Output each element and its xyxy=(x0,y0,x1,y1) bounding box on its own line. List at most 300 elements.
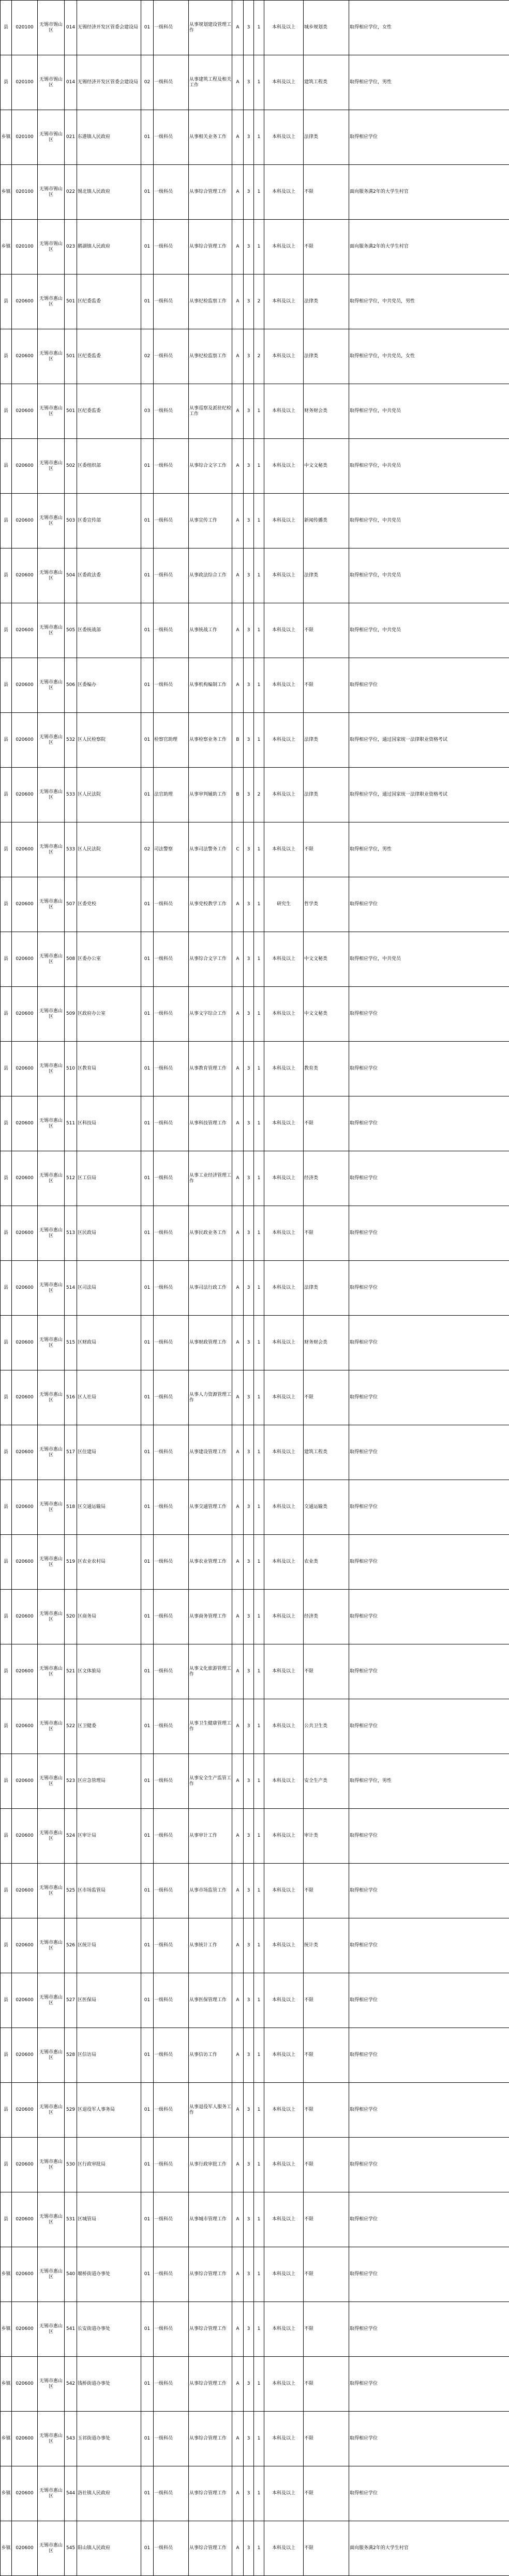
cell-edu: 1 xyxy=(254,1261,264,1316)
cell-edu: 1 xyxy=(254,2247,264,2302)
cell-dept_code: 526 xyxy=(65,1918,77,1973)
cell-dept: 区应急管理局 xyxy=(77,1754,141,1809)
cell-other: 取得相应学位 xyxy=(349,2138,509,2192)
cell-level: 乡镇 xyxy=(1,2302,12,2357)
cell-other: 取得相应学位 xyxy=(349,1480,509,1535)
cell-dept: 鹅湖镇人民政府 xyxy=(77,220,141,275)
cell-pos_code: 01 xyxy=(141,1535,154,1590)
cell-dept_code: 514 xyxy=(65,1261,77,1316)
cell-pos_code: 01 xyxy=(141,987,154,1042)
cell-major: 不限 xyxy=(304,1096,349,1151)
cell-qty: 3 xyxy=(244,2466,254,2521)
cell-other: 取得相应学位 xyxy=(349,1151,509,1206)
cell-dept_code: 509 xyxy=(65,987,77,1042)
cell-edu: 1 xyxy=(254,1480,264,1535)
cell-nature: 从事政法综合工作 xyxy=(189,548,232,603)
cell-pos: 一级科员 xyxy=(154,2521,189,2576)
cell-pos_code: 01 xyxy=(141,1316,154,1370)
cell-major: 农业类 xyxy=(304,1535,349,1590)
cell-code: 020600 xyxy=(12,275,38,329)
cell-code: 020600 xyxy=(12,1151,38,1206)
cell-dept: 区医保局 xyxy=(77,1973,141,2028)
cell-nature: 从事审计工作 xyxy=(189,1809,232,1864)
table-row xyxy=(1,1206,509,1261)
cell-cat: A xyxy=(232,1754,244,1809)
cell-city: 无锡市锡山区 xyxy=(38,165,65,220)
cell-dept: 洛社镇人民政府 xyxy=(77,2466,141,2521)
cell-nature: 从事纪检监察工作 xyxy=(189,275,232,329)
table-row xyxy=(1,2302,509,2357)
cell-dept_code: 510 xyxy=(65,1042,77,1096)
cell-pos: 司法警察 xyxy=(154,822,189,877)
cell-code: 020600 xyxy=(12,822,38,877)
cell-major: 财务财会类 xyxy=(304,1316,349,1370)
cell-city: 无锡市惠山区 xyxy=(38,439,65,494)
cell-nature: 从事商务管理工作 xyxy=(189,1590,232,1644)
cell-level: 县 xyxy=(1,877,12,932)
cell-pos_code: 01 xyxy=(141,1096,154,1151)
cell-pos_code: 01 xyxy=(141,1754,154,1809)
cell-qty: 3 xyxy=(244,2192,254,2247)
cell-nature: 从事农业管理工作 xyxy=(189,1535,232,1590)
cell-pos_code: 03 xyxy=(141,384,154,439)
cell-major: 不限 xyxy=(304,2302,349,2357)
cell-code: 020600 xyxy=(12,1206,38,1261)
cell-dept: 区纪委监委 xyxy=(77,329,141,384)
cell-city: 无锡市锡山区 xyxy=(38,110,65,165)
cell-qty: 3 xyxy=(244,1370,254,1425)
cell-cat: A xyxy=(232,1644,244,1699)
cell-cat: A xyxy=(232,877,244,932)
cell-dept: 区人民法院 xyxy=(77,768,141,822)
cell-qty: 3 xyxy=(244,1480,254,1535)
cell-dept_code: 541 xyxy=(65,2302,77,2357)
cell-code: 020600 xyxy=(12,1973,38,2028)
cell-edu: 1 xyxy=(254,1042,264,1096)
cell-major: 法律类 xyxy=(304,275,349,329)
cell-edu: 1 xyxy=(254,987,264,1042)
cell-level: 县 xyxy=(1,1096,12,1151)
cell-qty: 3 xyxy=(244,822,254,877)
cell-nature: 从事纪检监察工作 xyxy=(189,329,232,384)
cell-pos_code: 01 xyxy=(141,1918,154,1973)
cell-city: 无锡市惠山区 xyxy=(38,1864,65,1918)
cell-major: 法律类 xyxy=(304,329,349,384)
cell-degree: 本科及以上 xyxy=(264,603,304,658)
cell-other: 取得相应学位 xyxy=(349,1590,509,1644)
cell-dept: 区市场监管局 xyxy=(77,1864,141,1918)
table-row xyxy=(1,110,509,165)
cell-qty: 3 xyxy=(244,2302,254,2357)
cell-major: 法律类 xyxy=(304,548,349,603)
cell-dept_code: 519 xyxy=(65,1535,77,1590)
cell-major: 不限 xyxy=(304,822,349,877)
cell-major: 法律类 xyxy=(304,110,349,165)
cell-other: 取得相应学位 xyxy=(349,877,509,932)
cell-pos_code: 01 xyxy=(141,1644,154,1699)
cell-pos_code: 01 xyxy=(141,713,154,768)
cell-qty: 3 xyxy=(244,2521,254,2576)
cell-degree: 本科及以上 xyxy=(264,1590,304,1644)
cell-level: 县 xyxy=(1,1864,12,1918)
cell-dept_code: 512 xyxy=(65,1151,77,1206)
cell-edu: 1 xyxy=(254,1316,264,1370)
cell-pos_code: 02 xyxy=(141,55,154,110)
table-row xyxy=(1,2521,509,2576)
cell-code: 020600 xyxy=(12,1316,38,1370)
cell-major: 审计类 xyxy=(304,1809,349,1864)
table-row xyxy=(1,2466,509,2521)
cell-other: 取得相应学位，中共党员，女性 xyxy=(349,329,509,384)
cell-pos_code: 01 xyxy=(141,548,154,603)
cell-pos_code: 01 xyxy=(141,110,154,165)
cell-pos_code: 01 xyxy=(141,165,154,220)
cell-code: 020600 xyxy=(12,1918,38,1973)
table-row xyxy=(1,1370,509,1425)
cell-major: 统计类 xyxy=(304,1918,349,1973)
cell-level: 县 xyxy=(1,2138,12,2192)
cell-pos_code: 01 xyxy=(141,1425,154,1480)
cell-level: 乡镇 xyxy=(1,165,12,220)
cell-major: 公共卫生类 xyxy=(304,1699,349,1754)
cell-edu: 1 xyxy=(254,55,264,110)
cell-degree: 本科及以上 xyxy=(264,713,304,768)
cell-other: 取得相应学位 xyxy=(349,1918,509,1973)
cell-code: 020600 xyxy=(12,1096,38,1151)
cell-nature: 从事规划建设管理工作 xyxy=(189,1,232,55)
table-row xyxy=(1,1973,509,2028)
cell-dept: 区审计局 xyxy=(77,1809,141,1864)
cell-degree: 本科及以上 xyxy=(264,2138,304,2192)
cell-code: 020100 xyxy=(12,1,38,55)
cell-major: 中文文秘类 xyxy=(304,932,349,987)
cell-pos_code: 01 xyxy=(141,1151,154,1206)
cell-nature: 从事市场监管工作 xyxy=(189,1864,232,1918)
cell-other: 取得相应学位，男性 xyxy=(349,822,509,877)
table-row xyxy=(1,987,509,1042)
cell-dept: 区工信局 xyxy=(77,1151,141,1206)
cell-qty: 3 xyxy=(244,1042,254,1096)
table-row xyxy=(1,1425,509,1480)
cell-degree: 本科及以上 xyxy=(264,2192,304,2247)
cell-cat: B xyxy=(232,768,244,822)
cell-nature: 从事卫生健康管理工作 xyxy=(189,1699,232,1754)
cell-pos: 一级科员 xyxy=(154,1425,189,1480)
cell-qty: 3 xyxy=(244,987,254,1042)
cell-dept_code: 507 xyxy=(65,877,77,932)
cell-other: 取得相应学位 xyxy=(349,1973,509,2028)
cell-code: 020100 xyxy=(12,55,38,110)
cell-city: 无锡市惠山区 xyxy=(38,877,65,932)
cell-degree: 本科及以上 xyxy=(264,2247,304,2302)
cell-qty: 3 xyxy=(244,2083,254,2138)
cell-pos_code: 01 xyxy=(141,2302,154,2357)
cell-pos: 一级科员 xyxy=(154,603,189,658)
cell-degree: 本科及以上 xyxy=(264,2083,304,2138)
cell-code: 020600 xyxy=(12,877,38,932)
cell-pos_code: 02 xyxy=(141,329,154,384)
cell-major: 不限 xyxy=(304,2466,349,2521)
cell-edu: 1 xyxy=(254,494,264,548)
cell-pos_code: 01 xyxy=(141,1590,154,1644)
table-row xyxy=(1,768,509,822)
cell-major: 哲学类 xyxy=(304,877,349,932)
cell-pos: 一级科员 xyxy=(154,2357,189,2412)
cell-pos: 一级科员 xyxy=(154,1754,189,1809)
cell-city: 无锡市惠山区 xyxy=(38,768,65,822)
cell-dept_code: 529 xyxy=(65,2083,77,2138)
cell-pos: 一级科员 xyxy=(154,1918,189,1973)
cell-dept: 区交通运输局 xyxy=(77,1480,141,1535)
cell-qty: 3 xyxy=(244,1864,254,1918)
cell-code: 020600 xyxy=(12,1699,38,1754)
cell-level: 乡镇 xyxy=(1,110,12,165)
cell-dept_code: 014 xyxy=(65,1,77,55)
cell-dept_code: 501 xyxy=(65,275,77,329)
cell-pos_code: 01 xyxy=(141,1973,154,2028)
cell-qty: 3 xyxy=(244,1151,254,1206)
cell-cat: A xyxy=(232,1206,244,1261)
cell-dept_code: 520 xyxy=(65,1590,77,1644)
cell-level: 县 xyxy=(1,275,12,329)
cell-level: 县 xyxy=(1,603,12,658)
cell-major: 建筑工程类 xyxy=(304,55,349,110)
cell-level: 县 xyxy=(1,1644,12,1699)
cell-city: 无锡市惠山区 xyxy=(38,2302,65,2357)
cell-level: 乡镇 xyxy=(1,2247,12,2302)
cell-edu: 1 xyxy=(254,1535,264,1590)
cell-city: 无锡市惠山区 xyxy=(38,2083,65,2138)
cell-pos: 一级科员 xyxy=(154,329,189,384)
cell-edu: 1 xyxy=(254,1206,264,1261)
cell-pos: 一级科员 xyxy=(154,1480,189,1535)
table-row xyxy=(1,1535,509,1590)
table-row xyxy=(1,1316,509,1370)
cell-pos: 一级科员 xyxy=(154,1809,189,1864)
cell-dept: 区统计局 xyxy=(77,1918,141,1973)
cell-code: 020600 xyxy=(12,2028,38,2083)
cell-nature: 从事综合管理工作 xyxy=(189,220,232,275)
cell-major: 不限 xyxy=(304,220,349,275)
cell-qty: 3 xyxy=(244,439,254,494)
cell-nature: 从事综合管理工作 xyxy=(189,2521,232,2576)
cell-other: 取得相应学位，中共党员 xyxy=(349,384,509,439)
cell-cat: A xyxy=(232,220,244,275)
cell-nature: 从事信访工作 xyxy=(189,2028,232,2083)
cell-code: 020600 xyxy=(12,987,38,1042)
cell-cat: A xyxy=(232,987,244,1042)
cell-cat: A xyxy=(232,1370,244,1425)
cell-degree: 本科及以上 xyxy=(264,1096,304,1151)
cell-other: 面向服务满2年的大学生村官 xyxy=(349,2521,509,2576)
table-row xyxy=(1,1151,509,1206)
cell-cat: B xyxy=(232,713,244,768)
cell-qty: 3 xyxy=(244,384,254,439)
cell-city: 无锡市惠山区 xyxy=(38,1480,65,1535)
cell-city: 无锡市惠山区 xyxy=(38,932,65,987)
cell-code: 020600 xyxy=(12,2357,38,2412)
cell-city: 无锡市惠山区 xyxy=(38,822,65,877)
cell-pos_code: 01 xyxy=(141,275,154,329)
cell-pos: 一级科员 xyxy=(154,548,189,603)
cell-dept_code: 544 xyxy=(65,2466,77,2521)
cell-nature: 从事文字综合工作 xyxy=(189,987,232,1042)
cell-pos: 一级科员 xyxy=(154,2083,189,2138)
cell-city: 无锡市惠山区 xyxy=(38,329,65,384)
cell-major: 城乡规划类 xyxy=(304,1,349,55)
cell-pos: 一级科员 xyxy=(154,275,189,329)
table-row xyxy=(1,1096,509,1151)
cell-code: 020600 xyxy=(12,329,38,384)
cell-pos_code: 01 xyxy=(141,2247,154,2302)
cell-level: 县 xyxy=(1,1590,12,1644)
cell-code: 020600 xyxy=(12,1754,38,1809)
cell-edu: 1 xyxy=(254,1973,264,2028)
cell-dept: 区商务局 xyxy=(77,1590,141,1644)
cell-edu: 1 xyxy=(254,220,264,275)
table-row xyxy=(1,329,509,384)
cell-degree: 本科及以上 xyxy=(264,1,304,55)
cell-edu: 1 xyxy=(254,1096,264,1151)
cell-dept_code: 533 xyxy=(65,768,77,822)
cell-edu: 1 xyxy=(254,2521,264,2576)
cell-pos: 一级科员 xyxy=(154,2412,189,2466)
cell-pos: 一级科员 xyxy=(154,384,189,439)
cell-edu: 1 xyxy=(254,2192,264,2247)
cell-dept_code: 532 xyxy=(65,713,77,768)
cell-other: 取得相应学位，中共党员 xyxy=(349,932,509,987)
cell-nature: 从事文化旅游管理工作 xyxy=(189,1644,232,1699)
cell-degree: 本科及以上 xyxy=(264,2357,304,2412)
cell-cat: A xyxy=(232,1699,244,1754)
cell-level: 乡镇 xyxy=(1,2521,12,2576)
cell-level: 县 xyxy=(1,1042,12,1096)
cell-major: 不限 xyxy=(304,1864,349,1918)
cell-level: 县 xyxy=(1,932,12,987)
cell-level: 县 xyxy=(1,1973,12,2028)
cell-pos_code: 01 xyxy=(141,2192,154,2247)
table-row xyxy=(1,165,509,220)
cell-dept: 钱桥街道办事处 xyxy=(77,2357,141,2412)
cell-city: 无锡市惠山区 xyxy=(38,1425,65,1480)
cell-major: 新闻传播类 xyxy=(304,494,349,548)
cell-dept: 玉祁街道办事处 xyxy=(77,2412,141,2466)
cell-pos_code: 01 xyxy=(141,603,154,658)
cell-code: 020600 xyxy=(12,1644,38,1699)
cell-city: 无锡市惠山区 xyxy=(38,1206,65,1261)
cell-qty: 3 xyxy=(244,932,254,987)
cell-cat: A xyxy=(232,1864,244,1918)
cell-code: 020600 xyxy=(12,2466,38,2521)
cell-pos_code: 01 xyxy=(141,1261,154,1316)
cell-cat: A xyxy=(232,932,244,987)
cell-level: 县 xyxy=(1,1535,12,1590)
table-row xyxy=(1,1,509,55)
cell-pos: 一级科员 xyxy=(154,1096,189,1151)
cell-edu: 1 xyxy=(254,822,264,877)
table-row xyxy=(1,548,509,603)
cell-degree: 本科及以上 xyxy=(264,1425,304,1480)
cell-pos: 一级科员 xyxy=(154,1151,189,1206)
cell-other: 取得相应学位 xyxy=(349,2028,509,2083)
cell-city: 无锡市惠山区 xyxy=(38,1316,65,1370)
cell-level: 县 xyxy=(1,548,12,603)
table-row xyxy=(1,1042,509,1096)
cell-major: 教育类 xyxy=(304,1042,349,1096)
table-row xyxy=(1,877,509,932)
cell-pos_code: 01 xyxy=(141,2466,154,2521)
cell-pos: 一级科员 xyxy=(154,110,189,165)
cell-dept: 长安街道办事处 xyxy=(77,2302,141,2357)
cell-qty: 3 xyxy=(244,2247,254,2302)
cell-edu: 1 xyxy=(254,2138,264,2192)
cell-cat: A xyxy=(232,1809,244,1864)
cell-dept: 无锡经济开发区管委会建设局 xyxy=(77,55,141,110)
cell-cat: A xyxy=(232,1,244,55)
cell-dept_code: 518 xyxy=(65,1480,77,1535)
cell-pos_code: 01 xyxy=(141,1042,154,1096)
cell-major: 不限 xyxy=(304,2247,349,2302)
cell-degree: 本科及以上 xyxy=(264,1261,304,1316)
cell-city: 无锡市惠山区 xyxy=(38,2247,65,2302)
cell-city: 无锡市惠山区 xyxy=(38,1754,65,1809)
cell-dept_code: 531 xyxy=(65,2192,77,2247)
cell-nature: 从事医保管理工作 xyxy=(189,1973,232,2028)
cell-cat: A xyxy=(232,2412,244,2466)
cell-level: 县 xyxy=(1,1316,12,1370)
cell-cat: A xyxy=(232,1918,244,1973)
cell-nature: 从事统计工作 xyxy=(189,1918,232,1973)
cell-major: 不限 xyxy=(304,1206,349,1261)
cell-dept_code: 521 xyxy=(65,1644,77,1699)
cell-other: 取得相应学位，女性 xyxy=(349,1,509,55)
cell-city: 无锡市惠山区 xyxy=(38,2138,65,2192)
cell-cat: A xyxy=(232,439,244,494)
table-row xyxy=(1,2138,509,2192)
cell-city: 无锡市锡山区 xyxy=(38,220,65,275)
cell-other: 取得相应学位 xyxy=(349,1535,509,1590)
table-row xyxy=(1,2083,509,2138)
cell-other: 取得相应学位 xyxy=(349,1370,509,1425)
cell-dept_code: 501 xyxy=(65,329,77,384)
cell-major: 不限 xyxy=(304,1370,349,1425)
cell-qty: 3 xyxy=(244,220,254,275)
cell-dept_code: 533 xyxy=(65,822,77,877)
cell-degree: 本科及以上 xyxy=(264,55,304,110)
cell-city: 无锡市锡山区 xyxy=(38,1,65,55)
cell-city: 无锡市惠山区 xyxy=(38,987,65,1042)
cell-pos_code: 01 xyxy=(141,768,154,822)
cell-city: 无锡市惠山区 xyxy=(38,713,65,768)
cell-other: 取得相应学位，男性 xyxy=(349,1754,509,1809)
cell-degree: 本科及以上 xyxy=(264,1864,304,1918)
cell-edu: 1 xyxy=(254,2466,264,2521)
cell-dept: 区人民检察院 xyxy=(77,713,141,768)
cell-dept_code: 524 xyxy=(65,1809,77,1864)
cell-dept_code: 023 xyxy=(65,220,77,275)
cell-other: 取得相应学位 xyxy=(349,1261,509,1316)
cell-qty: 3 xyxy=(244,1316,254,1370)
cell-code: 020600 xyxy=(12,2521,38,2576)
cell-dept: 堰桥街道办事处 xyxy=(77,2247,141,2302)
cell-degree: 本科及以上 xyxy=(264,2412,304,2466)
cell-dept_code: 525 xyxy=(65,1864,77,1918)
cell-edu: 1 xyxy=(254,110,264,165)
cell-edu: 1 xyxy=(254,1864,264,1918)
table-row xyxy=(1,2247,509,2302)
cell-code: 020600 xyxy=(12,1480,38,1535)
cell-degree: 本科及以上 xyxy=(264,1809,304,1864)
